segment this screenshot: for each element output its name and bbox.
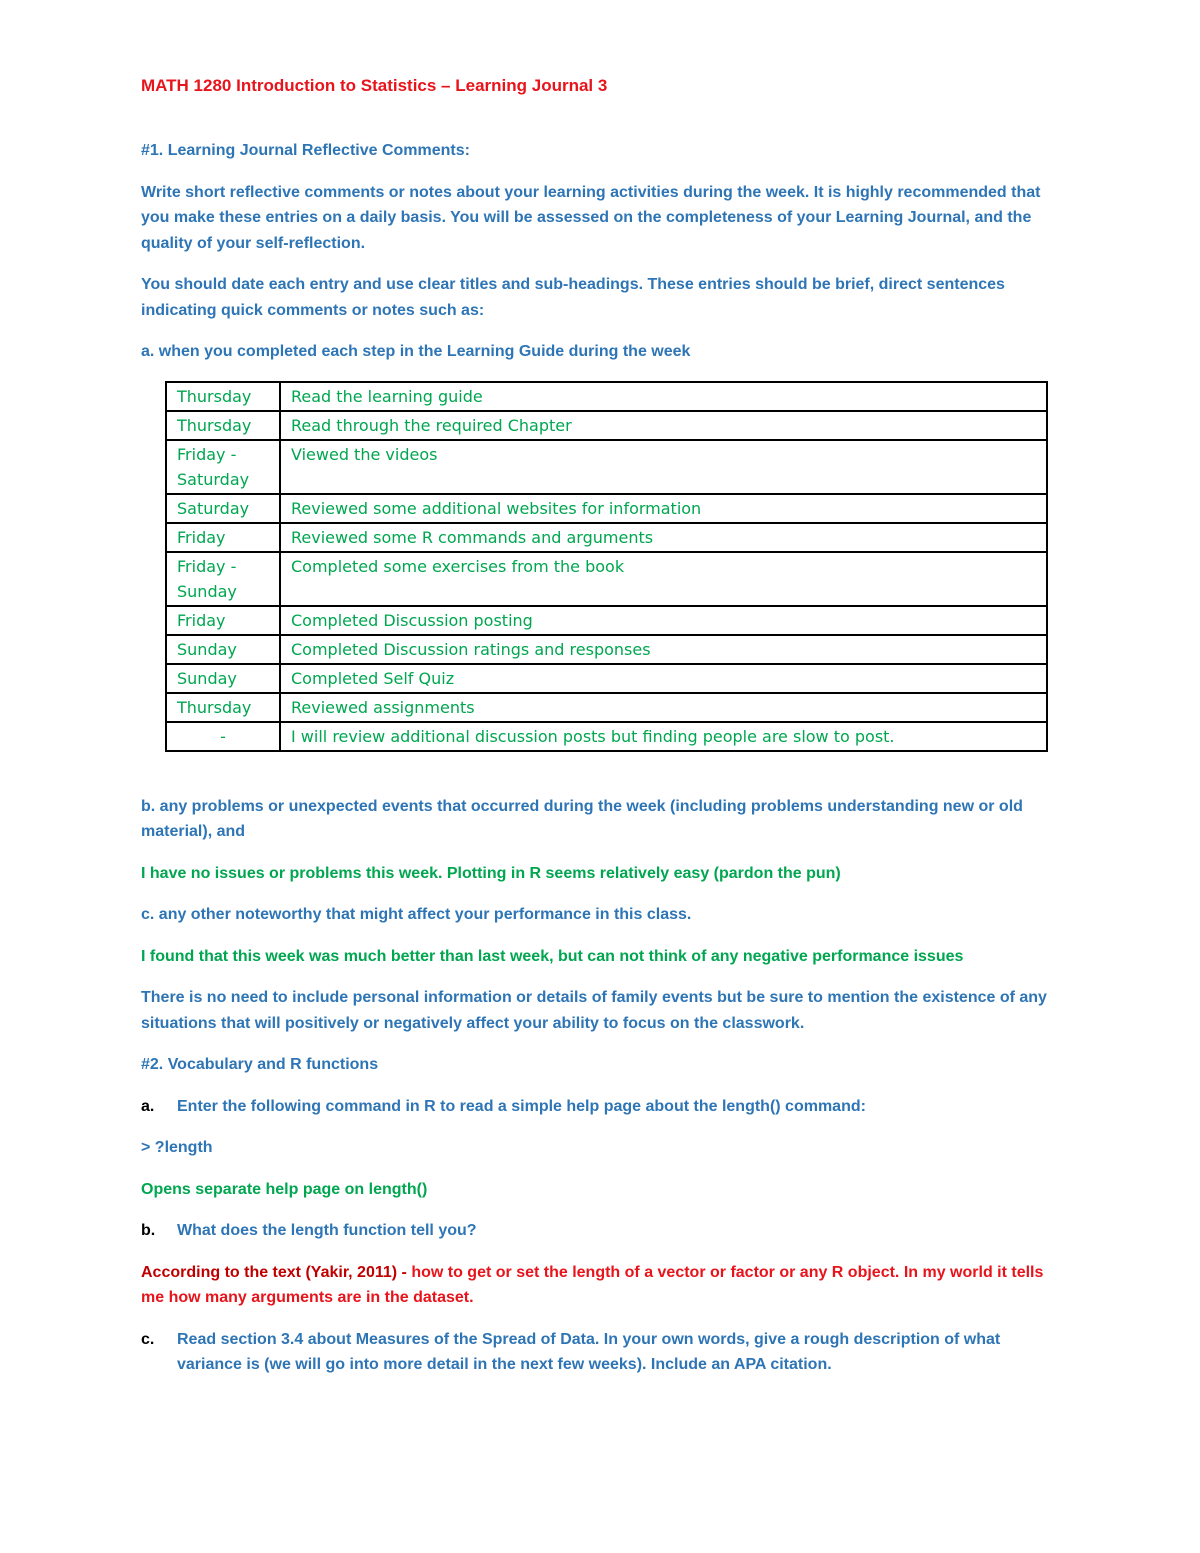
activity-day-cell: Friday - Saturday	[166, 440, 280, 494]
r-command: > ?length	[141, 1139, 213, 1156]
activity-log-row	[166, 722, 1047, 751]
activity-log-row	[166, 635, 1047, 664]
activity-log-row	[166, 693, 1047, 722]
activity-day-cell: -	[166, 722, 280, 751]
activity-description-cell: Reviewed assignments	[280, 693, 1047, 722]
section1-b-prompt: b. any problems or unexpected events that occurred during the week (including problems understanding new or old material), and	[141, 797, 1023, 840]
activity-description-cell: Reviewed some R commands and arguments	[280, 523, 1047, 552]
section2-b-answer-body: how to get or set the length of a vector or factor or any R object. In my world it tells me how many arguments are in the dataset.	[141, 1263, 1044, 1306]
document-title: MATH 1280 Introduction to Statistics – Learning Journal 3	[141, 76, 608, 95]
activity-day-cell: Saturday	[166, 494, 280, 523]
section2-b-answer	[141, 1260, 1061, 1311]
section2-b-answer-lead: According to the text (Yakir, 2011) -	[141, 1263, 412, 1281]
activity-log-row	[166, 411, 1047, 440]
activity-day-cell: Thursday	[166, 411, 280, 440]
document-page	[141, 70, 1061, 1378]
section1-note: There is no need to include personal information or details of family events but be sure to mention the existence of any situations that will positively or negatively affect your ability to focus on the classwork.	[141, 989, 1047, 1032]
activity-day-cell: Thursday	[166, 382, 280, 411]
section1-intro2: You should date each entry and use clear titles and sub-headings. These entries should be brief, direct sentences indicating quick comments or notes such as:	[141, 276, 1005, 319]
activity-log-row	[166, 523, 1047, 552]
activity-log-table	[165, 381, 1048, 752]
activity-day-cell: Friday	[166, 606, 280, 635]
section1-c-prompt: c. any other noteworthy that might affect your performance in this class.	[141, 906, 692, 923]
section2-item-a	[141, 1094, 1061, 1120]
section1-b-answer: I have no issues or problems this week. Plotting in R seems relatively easy (pardon the pun)	[141, 864, 841, 882]
section2-heading: #2. Vocabulary and R functions	[141, 1056, 379, 1073]
section2-a-marker: a.	[141, 1097, 155, 1115]
section2-a-prompt: Enter the following command in R to read a simple help page about the length() command:	[177, 1097, 866, 1115]
activity-log-row	[166, 382, 1047, 411]
activity-description-cell: Completed Discussion posting	[280, 606, 1047, 635]
activity-description-cell: Read the learning guide	[280, 382, 1047, 411]
activity-log-row	[166, 664, 1047, 693]
section1-intro1: Write short reflective comments or notes about your learning activities during the week. It is highly recommended that you make these entries on a daily basis. You will be assessed on the completeness of your Learning Journal, and the quality of your self-reflection.	[141, 183, 1041, 252]
section1-a-prompt: a. when you completed each step in the Learning Guide during the week	[141, 343, 691, 360]
section2-c-prompt: Read section 3.4 about Measures of the Spread of Data. In your own words, give a rough description of what variance is (we will go into more detail in the next few weeks). Include an APA citation.	[177, 1330, 1001, 1373]
section2-b-prompt: What does the length function tell you?	[177, 1222, 477, 1239]
section2-c-marker: c.	[141, 1330, 155, 1348]
activity-day-cell: Friday - Sunday	[166, 552, 280, 606]
activity-description-cell: Viewed the videos	[280, 440, 1047, 494]
activity-log-body	[166, 382, 1047, 751]
activity-log-row	[166, 552, 1047, 606]
activity-description-cell: Completed some exercises from the book	[280, 552, 1047, 606]
activity-description-cell: Read through the required Chapter	[280, 411, 1047, 440]
section2-item-c	[141, 1327, 1061, 1378]
activity-day-cell: Friday	[166, 523, 280, 552]
activity-description-cell: I will review additional discussion posts but finding people are slow to post.	[280, 722, 1047, 751]
activity-day-cell: Sunday	[166, 635, 280, 664]
activity-description-cell: Completed Discussion ratings and responses	[280, 635, 1047, 664]
activity-description-cell: Reviewed some additional websites for information	[280, 494, 1047, 523]
activity-day-cell: Thursday	[166, 693, 280, 722]
activity-log-row	[166, 606, 1047, 635]
activity-log-row	[166, 494, 1047, 523]
activity-description-cell: Completed Self Quiz	[280, 664, 1047, 693]
section2-item-b	[141, 1218, 1061, 1244]
section2-b-marker: b.	[141, 1222, 156, 1239]
section1-c-answer: I found that this week was much better than last week, but can not think of any negative performance issues	[141, 947, 964, 965]
activity-log-row	[166, 440, 1047, 494]
section2-a-answer: Opens separate help page on length()	[141, 1180, 428, 1198]
section1-heading: #1. Learning Journal Reflective Comments:	[141, 142, 470, 159]
activity-day-cell: Sunday	[166, 664, 280, 693]
